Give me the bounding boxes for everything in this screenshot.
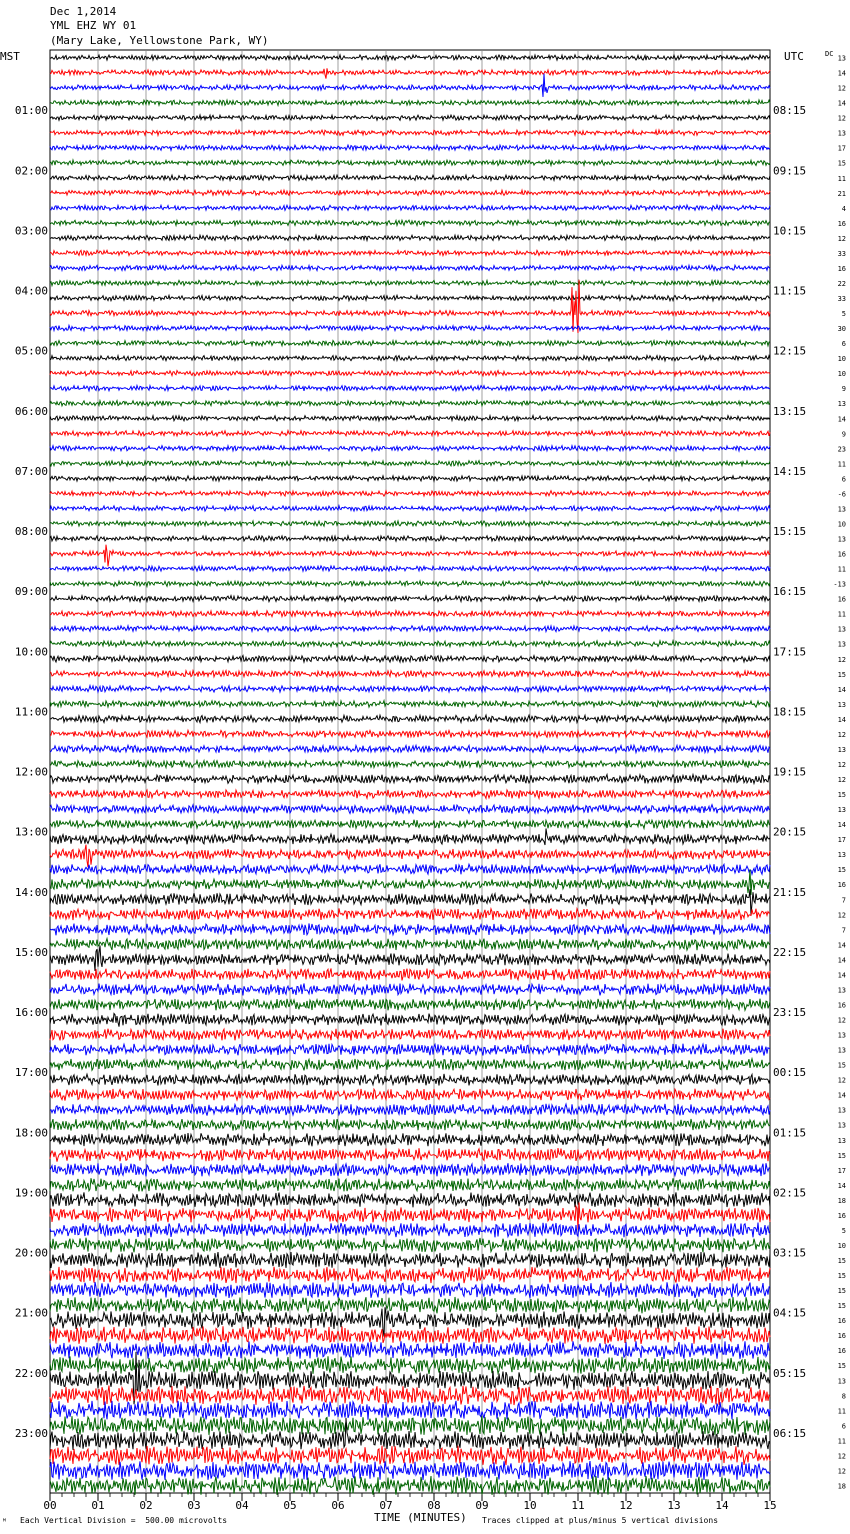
dc-offset-value: 16: [837, 1317, 846, 1326]
trace-line: [50, 205, 770, 210]
dc-offset-value: 15: [837, 1151, 846, 1160]
dc-offset-value: 13: [837, 129, 846, 138]
trace-line: [50, 340, 770, 345]
dc-offset-value: 13: [837, 806, 846, 815]
x-axis-label: TIME (MINUTES): [374, 1511, 467, 1524]
trace-line: [50, 701, 770, 708]
trace-line: [50, 760, 770, 767]
trace-line: [50, 611, 770, 617]
x-tick-label: 09: [475, 1499, 489, 1512]
dc-offset-value: 15: [837, 670, 846, 679]
trace-line: [50, 745, 770, 753]
left-hour-label: 13:00: [14, 825, 48, 839]
header-station: YML EHZ WY 01: [50, 19, 137, 32]
corner-mark: ᴹ: [2, 1517, 7, 1526]
trace-line: [50, 401, 770, 406]
trace-line: [50, 280, 770, 285]
dc-offset-value: 9: [841, 385, 846, 394]
left-hour-label: 03:00: [14, 224, 48, 238]
x-tick-label: 03: [187, 1499, 201, 1512]
trace-line: [50, 1089, 770, 1101]
trace-line: [50, 416, 770, 421]
trace-line: [50, 1202, 770, 1230]
dc-offset-value: 4: [841, 204, 846, 213]
trace-line: [50, 984, 770, 996]
left-hour-label: 21:00: [14, 1306, 48, 1320]
x-tick-label: 04: [235, 1499, 249, 1512]
right-hour-label: 05:15: [773, 1366, 807, 1380]
trace-line: [50, 1104, 770, 1116]
trace-line: [50, 864, 770, 874]
right-hour-label: 03:15: [773, 1246, 807, 1260]
dc-offset-value: 16: [837, 1347, 846, 1356]
dc-offset-value: 10: [837, 370, 846, 379]
dc-offset-value: 13: [837, 851, 846, 860]
dc-offset-value: 18: [837, 1482, 846, 1491]
trace-line: [50, 820, 770, 829]
dc-offset-value: 10: [837, 520, 846, 529]
left-hour-label: 09:00: [14, 585, 48, 599]
right-hour-label: 12:15: [773, 344, 807, 358]
left-hour-label: 02:00: [14, 164, 48, 178]
dc-offset-value: 14: [837, 1181, 846, 1190]
right-hour-label: 02:15: [773, 1186, 807, 1200]
x-tick-label: 06: [331, 1499, 345, 1512]
dc-offset-value: 11: [837, 565, 846, 574]
dc-offset-value: 17: [837, 1166, 846, 1175]
dc-offset-value: 33: [837, 249, 846, 258]
dc-offset-value: 11: [837, 610, 846, 619]
dc-offset-value: 14: [837, 415, 846, 424]
trace-line: [50, 1341, 770, 1359]
dc-offset-value: 12: [837, 114, 846, 123]
trace-line: [50, 1223, 770, 1238]
right-hour-label: 08:15: [773, 104, 807, 118]
right-hour-label: 10:15: [773, 224, 807, 238]
trace-line: [50, 55, 770, 60]
dc-offset-value: 13: [837, 1136, 846, 1145]
dc-offset-value: 33: [837, 295, 846, 304]
dc-offset-value: 11: [837, 1407, 846, 1416]
trace-line: [50, 1356, 770, 1374]
dc-offset-value: 14: [837, 685, 846, 694]
trace-line: [50, 506, 770, 511]
trace-line: [50, 870, 770, 895]
trace-line: [50, 1133, 770, 1146]
dc-offset-value: 15: [837, 1272, 846, 1281]
dc-offset-value: 13: [837, 640, 846, 649]
right-hour-label: 22:15: [773, 945, 807, 959]
trace-line: [50, 220, 770, 225]
dc-offset-value: 13: [837, 1106, 846, 1115]
left-hour-label: 08:00: [14, 525, 48, 538]
trace-line: [50, 596, 770, 602]
dc-offset-value: 16: [837, 881, 846, 890]
dc-offset-value: 13: [837, 1121, 846, 1130]
left-hour-label: 20:00: [14, 1246, 48, 1260]
trace-line: [50, 536, 770, 541]
dc-offset-value: -6: [837, 490, 846, 499]
trace-line: [50, 386, 770, 391]
left-hour-label: 06:00: [14, 404, 48, 418]
header-date: Dec 1,2014: [50, 5, 117, 18]
right-hour-label: 19:15: [773, 765, 807, 779]
dc-offset-value: 12: [837, 1076, 846, 1085]
dc-offset-value: 15: [837, 1302, 846, 1311]
dc-offset-value: 12: [837, 760, 846, 769]
trace-line: [50, 295, 770, 300]
trace-line: [50, 1446, 770, 1465]
trace-line: [50, 1059, 770, 1071]
dc-offset-value: 18: [837, 1196, 846, 1205]
right-hour-label: 00:15: [773, 1066, 807, 1080]
trace-line: [50, 805, 770, 814]
trace-line: [50, 1386, 770, 1406]
dc-offset-value: 17: [837, 836, 846, 845]
trace-line: [50, 730, 770, 737]
left-hour-label: 16:00: [14, 1006, 48, 1019]
x-tick-label: 13: [667, 1499, 681, 1512]
trace-line: [50, 626, 770, 632]
dc-offset-value: 17: [837, 144, 846, 153]
dc-offset-value: 15: [837, 1257, 846, 1266]
left-hour-label: 17:00: [14, 1066, 48, 1080]
x-tick-label: 14: [715, 1499, 729, 1512]
dc-offset-value: 14: [837, 821, 846, 830]
x-tick-label: 00: [43, 1499, 57, 1512]
clip-note: Traces clipped at plus/minus 5 vertical divisions: [482, 1516, 719, 1525]
trace-line: [50, 1163, 770, 1176]
dc-offset-value: 14: [837, 69, 846, 78]
x-tick-label: 10: [523, 1499, 537, 1512]
dc-offset-value: 10: [837, 355, 846, 364]
trace-line: [50, 1252, 770, 1268]
x-tick-label: 02: [139, 1499, 153, 1512]
left-hour-label: 10:00: [14, 645, 48, 659]
trace-line: [50, 1014, 770, 1027]
trace-line: [50, 130, 770, 135]
trace-line: [50, 325, 770, 330]
dc-offset-value: 13: [837, 745, 846, 754]
trace-line: [50, 476, 770, 481]
dc-offset-value: 12: [837, 911, 846, 920]
left-hour-label: 12:00: [14, 765, 48, 779]
trace-line: [50, 1476, 770, 1495]
right-hour-label: 17:15: [773, 645, 807, 659]
right-hour-label: 06:15: [773, 1426, 807, 1440]
dc-offset-value: 30: [837, 325, 846, 334]
dc-offset-value: 12: [837, 1452, 846, 1461]
dc-offset-value: 13: [837, 1046, 846, 1055]
right-timezone-label: UTC: [784, 50, 804, 63]
dc-offset-value: 5: [841, 1226, 846, 1235]
dc-offset-value: 7: [841, 926, 846, 935]
right-hour-label: 23:15: [773, 1006, 807, 1019]
dc-offset-value: 13: [837, 54, 846, 63]
dc-offset-value: 7: [841, 896, 846, 905]
trace-line: [50, 545, 770, 567]
dc-offset-value: 11: [837, 1437, 846, 1446]
trace-line: [50, 790, 770, 799]
dc-offset-value: 16: [837, 1001, 846, 1010]
trace-line: [50, 235, 770, 240]
left-hour-label: 18:00: [14, 1126, 48, 1140]
trace-line: [50, 969, 770, 981]
trace-line: [50, 521, 770, 526]
dc-offset-value: 15: [837, 791, 846, 800]
dc-offset-value: 13: [837, 700, 846, 709]
trace-line: [50, 431, 770, 436]
trace-line: [50, 175, 770, 180]
dc-offset-value: 14: [837, 1091, 846, 1100]
left-hour-label: 07:00: [14, 464, 48, 478]
dc-offset-value: 16: [837, 1332, 846, 1341]
dc-offset-value: 13: [837, 1377, 846, 1386]
left-hour-label: 23:00: [14, 1426, 48, 1440]
trace-line: [50, 145, 770, 150]
trace-line: [50, 265, 770, 270]
trace-line: [50, 908, 770, 920]
dc-offset-value: 14: [837, 941, 846, 950]
left-hour-label: 22:00: [14, 1366, 48, 1380]
dc-offset-value: 21: [837, 189, 846, 198]
dc-offset-value: 12: [837, 1016, 846, 1025]
right-hour-label: 13:15: [773, 404, 807, 418]
dc-offset-value: 13: [837, 535, 846, 544]
trace-line: [50, 1178, 770, 1191]
trace-line: [50, 1297, 770, 1313]
trace-line: [50, 1029, 770, 1041]
x-tick-label: 12: [619, 1499, 633, 1512]
dc-offset-value: 12: [837, 655, 846, 664]
x-tick-label: 15: [763, 1499, 777, 1512]
dc-offset-value: 14: [837, 956, 846, 965]
dc-offset-value: 12: [837, 1467, 846, 1476]
x-tick-label: 11: [571, 1499, 585, 1512]
trace-line: [50, 356, 770, 361]
trace-line: [50, 641, 770, 647]
dc-offset-value: 16: [837, 264, 846, 273]
dc-offset-value: 16: [837, 1211, 846, 1220]
left-hour-label: 04:00: [14, 284, 48, 298]
dc-offset-value: 15: [837, 866, 846, 875]
x-tick-label: 01: [91, 1499, 105, 1512]
dc-offset-value: 16: [837, 595, 846, 604]
trace-line: [50, 461, 770, 466]
dc-offset-value: 14: [837, 715, 846, 724]
left-hour-label: 19:00: [14, 1186, 48, 1200]
dc-offset-value: 14: [837, 99, 846, 108]
trace-line: [50, 446, 770, 451]
dc-offset-value: 6: [841, 1422, 846, 1431]
right-hour-label: 09:15: [773, 164, 807, 178]
dc-offset-value: 11: [837, 174, 846, 183]
trace-line: [50, 1119, 770, 1131]
dc-offset-value: 12: [837, 84, 846, 93]
trace-line: [50, 1148, 770, 1162]
dc-offset-value: 13: [837, 400, 846, 409]
dc-offset-value: 22: [837, 279, 846, 288]
trace-line: [50, 775, 770, 784]
dc-offset-value: 15: [837, 159, 846, 168]
right-hour-label: 14:15: [773, 464, 807, 478]
left-hour-label: 11:00: [14, 705, 48, 719]
x-tick-label: 05: [283, 1499, 297, 1512]
trace-line: [50, 115, 770, 120]
right-hour-label: 18:15: [773, 705, 807, 719]
left-hour-label: 15:00: [14, 945, 48, 959]
dc-offset-value: -13: [833, 580, 846, 589]
trace-line: [50, 1074, 770, 1086]
dc-offset-value: 16: [837, 550, 846, 559]
dc-offset-value: 15: [837, 1287, 846, 1296]
right-hour-label: 04:15: [773, 1306, 807, 1320]
header-location: (Mary Lake, Yellowstone Park, WY): [50, 34, 269, 47]
left-hour-label: 14:00: [14, 885, 48, 899]
trace-line: [50, 671, 770, 678]
trace-line: [50, 160, 770, 165]
dc-offset-value: 12: [837, 776, 846, 785]
x-tick-label: 08: [427, 1499, 441, 1512]
trace-line: [50, 68, 770, 78]
trace-line: [50, 1192, 770, 1207]
trace-line: [50, 371, 770, 376]
dc-offset-value: 5: [841, 310, 846, 319]
trace-line: [50, 715, 770, 722]
dc-offset-value: 8: [841, 1392, 846, 1401]
right-hour-label: 20:15: [773, 825, 807, 839]
dc-offset-value: 23: [837, 445, 846, 454]
right-hour-label: 16:15: [773, 585, 807, 599]
trace-line: [50, 923, 770, 935]
trace-line: [50, 74, 770, 97]
left-hour-label: 01:00: [14, 104, 48, 118]
dc-offset-value: 13: [837, 986, 846, 995]
dc-offset-value: 16: [837, 219, 846, 228]
trace-line: [50, 1267, 770, 1283]
trace-line: [50, 656, 770, 663]
dc-label: DC: [825, 50, 834, 58]
dc-offset-value: 15: [837, 1061, 846, 1070]
scale-note: Each Vertical Division = 500.00 microvolts: [20, 1516, 228, 1525]
trace-line: [50, 889, 770, 915]
trace-line: [50, 581, 770, 586]
trace-line: [50, 845, 770, 868]
dc-offset-value: 12: [837, 730, 846, 739]
dc-offset-value: 14: [837, 971, 846, 980]
dc-offset-value: 13: [837, 1031, 846, 1040]
left-timezone-label: MST: [0, 50, 20, 63]
trace-line: [50, 566, 770, 571]
trace-line: [50, 100, 770, 105]
trace-line: [50, 829, 770, 846]
dc-offset-value: 13: [837, 505, 846, 514]
left-hour-label: 05:00: [14, 344, 48, 358]
right-hour-label: 01:15: [773, 1126, 807, 1140]
dc-offset-value: 15: [837, 1362, 846, 1371]
trace-line: [50, 491, 770, 496]
trace-line: [50, 1401, 770, 1420]
dc-offset-value: 12: [837, 234, 846, 243]
trace-line: [50, 1238, 770, 1253]
trace-line: [50, 190, 770, 195]
dc-offset-value: 9: [841, 430, 846, 439]
trace-line: [50, 1044, 770, 1056]
dc-offset-value: 6: [841, 340, 846, 349]
right-hour-label: 11:15: [773, 284, 807, 298]
trace-line: [50, 1416, 770, 1435]
x-tick-label: 07: [379, 1499, 393, 1512]
trace-line: [50, 1461, 770, 1480]
dc-offset-value: 13: [837, 625, 846, 634]
trace-line: [50, 1326, 770, 1344]
trace-line: [50, 946, 770, 971]
dc-offset-value: 10: [837, 1241, 846, 1250]
trace-line: [50, 939, 770, 951]
trace-line: [50, 250, 770, 255]
trace-line: [50, 1282, 770, 1298]
dc-offset-value: 11: [837, 460, 846, 469]
dc-offset-value: 6: [841, 475, 846, 484]
trace-line: [50, 999, 770, 1011]
right-hour-label: 21:15: [773, 885, 807, 899]
right-hour-label: 15:15: [773, 525, 807, 538]
trace-line: [50, 686, 770, 693]
